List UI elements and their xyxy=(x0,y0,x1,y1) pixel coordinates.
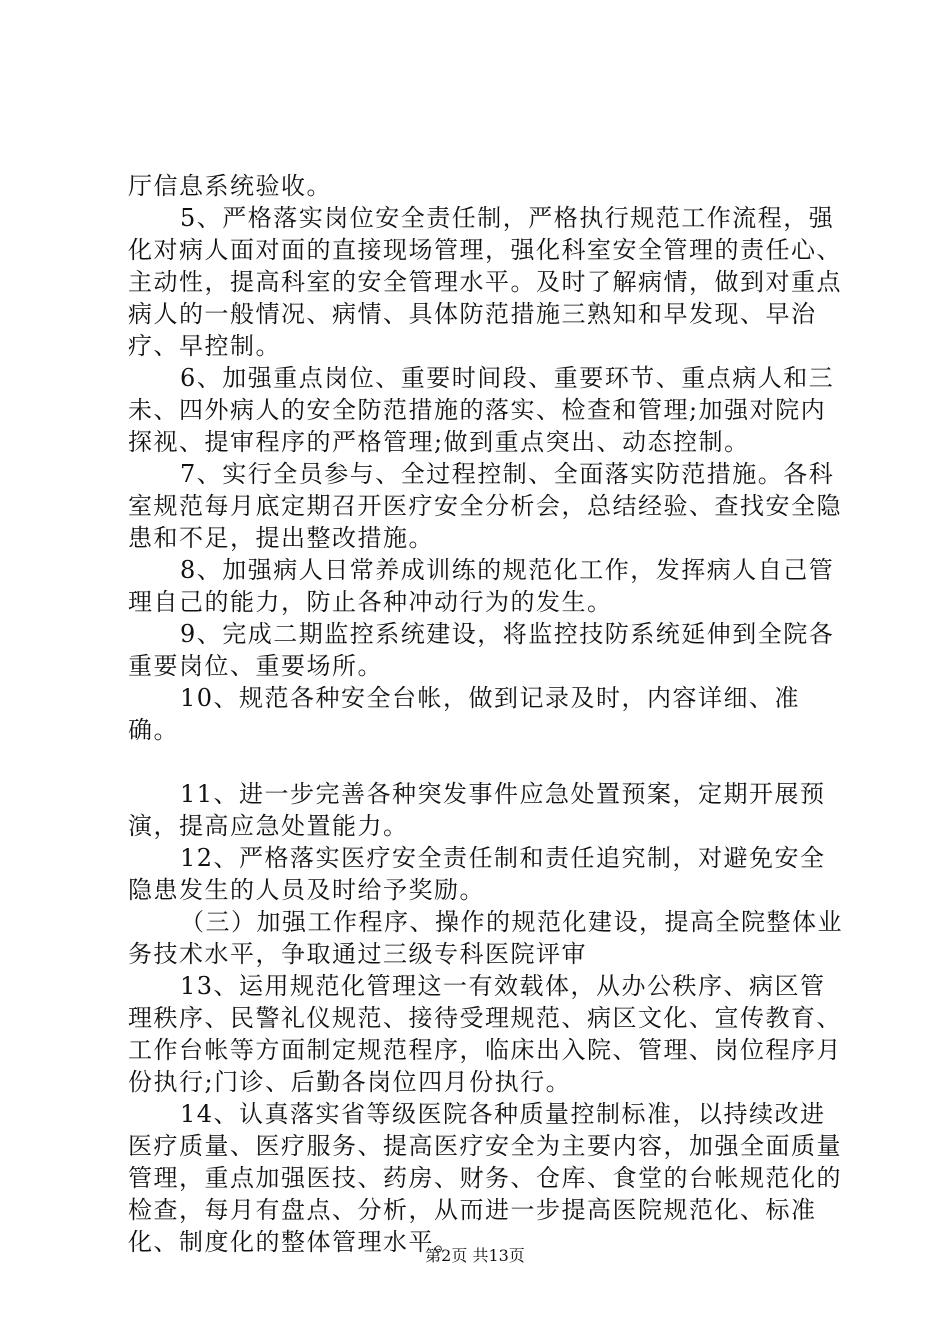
paragraph-item-11: 11、进一步完善各种突发事件应急处置预案，定期开展预演，提高应急处置能力。 xyxy=(128,780,826,840)
page-number-footer: 第2页 共13页 xyxy=(425,1246,525,1265)
paragraph-item-12: 12、严格落实医疗安全责任制和责任追究制，对避免安全隐患发生的人员及时给予奖励。 xyxy=(128,844,826,904)
document-body xyxy=(128,170,848,1258)
paragraph-continuation: 厅信息系统验收。 xyxy=(128,172,332,200)
paragraph-item-14: 14、认真落实省等级医院各种质量控制标准，以持续改进医疗质量、医疗服务、提高医疗安全为主要内容，加强全面质量管理，重点加强医技、药房、财务、仓库、食堂的台帐规范化的检查，每月有盘点、分析，从而进一步提高医院规范化、标准化、制度化的整体管理水平。 xyxy=(128,1100,842,1256)
paragraph-item-7: 7、实行全员参与、全过程控制、全面落实防范措施。各科室规范每月底定期召开医疗安全分析会，总结经验、查找安全隐患和不足，提出整改措施。 xyxy=(128,460,842,552)
paragraph-item-13: 13、运用规范化管理这一有效载体，从办公秩序、病区管理秩序、民警礼仪规范、接待受理规范、病区文化、宣传教育、工作台帐等方面制定规范程序，临床出入院、管理、岗位程序月份执行;门诊、后勤各岗位四月份执行。 xyxy=(128,972,842,1096)
section-heading-3: （三）加强工作程序、操作的规范化建设，提高全院整体业务技术水平，争取通过三级专科医院评审 xyxy=(128,908,843,968)
paragraph-item-9: 9、完成二期监控系统建设，将监控技防系统延伸到全院各重要岗位、重要场所。 xyxy=(128,620,835,680)
paragraph-item-8: 8、加强病人日常养成训练的规范化工作，发挥病人自己管理自己的能力，防止各种冲动行为的发生。 xyxy=(128,556,835,616)
paragraph-item-10: 10、规范各种安全台帐，做到记录及时，内容详细、准确。 xyxy=(128,684,801,744)
paragraph-item-6: 6、加强重点岗位、重要时间段、重要环节、重点病人和三未、四外病人的安全防范措施的落实、检查和管理;加强对院内探视、提审程序的严格管理;做到重点突出、动态控制。 xyxy=(128,364,835,456)
paragraph-item-5: 5、严格落实岗位安全责任制，严格执行规范工作流程，强化对病人面对面的直接现场管理，强化科室安全管理的责任心、主动性，提高科室的安全管理水平。及时了解病情，做到对重点病人的一般情况、病情、具体防范措施三熟知和早发现、早治疗、早控制。 xyxy=(128,204,842,360)
